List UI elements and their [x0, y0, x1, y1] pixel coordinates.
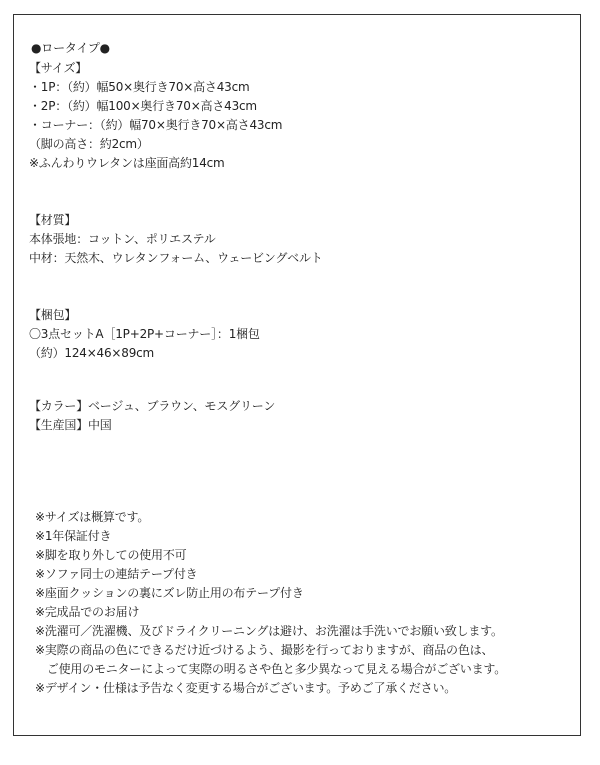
note-color-cont: ご使用のモニターによって実際の明るさや色と多少異なって見える場合がございます。	[35, 662, 507, 676]
note-washing: ※洗濯可／洗濯機、及びドライクリーニングは避け、お洗濯は手洗いでお願い致します。	[35, 624, 503, 638]
note-design: ※デザイン・仕様は予告なく変更する場合がございます。予めご了承ください。	[35, 681, 457, 695]
size-heading: 【サイズ】	[29, 61, 88, 75]
material-heading: 【材質】	[29, 213, 77, 227]
size-1p: ・1P：（約）幅50×奥行き70×高さ43cm	[29, 80, 250, 94]
note-color: ※実際の商品の色にできるだけ近づけるよう、撮影を行っておりますが、商品の色は、	[35, 643, 494, 657]
size-corner: ・コーナー：（約）幅70×奥行き70×高さ43cm	[29, 118, 283, 132]
low-type-label: ●ロータイプ●	[31, 41, 110, 55]
upholstery: 本体張地：コットン、ポリエステル	[29, 232, 216, 246]
note-legs: ※脚を取り外しての使用不可	[35, 548, 187, 562]
note-delivery: ※完成品でのお届け	[35, 605, 140, 619]
note-cushion: ※座面クッションの裏にズレ防止用の布テープ付き	[35, 586, 304, 600]
note-size: ※サイズは概算です。	[35, 510, 150, 524]
packing-size: （約）124×46×89cm	[29, 346, 155, 360]
urethane-note: ※ふんわりウレタンは座面高約14cm	[29, 156, 225, 170]
leg-height: （脚の高さ：約2cm）	[29, 137, 149, 151]
note-warranty: ※1年保証付き	[35, 529, 112, 543]
color-list: 【カラー】ベージュ、ブラウン、モスグリーン	[29, 399, 276, 413]
note-tape: ※ソファ同士の連結テープ付き	[35, 567, 198, 581]
filling: 中材：天然木、ウレタンフォーム、ウェービングベルト	[29, 251, 323, 265]
packing-set: 〇3点セットA［1P+2P+コーナー］：1梱包	[29, 327, 260, 341]
origin: 【生産国】中国	[29, 418, 112, 432]
size-2p: ・2P：（約）幅100×奥行き70×高さ43cm	[29, 99, 257, 113]
packing-heading: 【梱包】	[29, 308, 77, 322]
